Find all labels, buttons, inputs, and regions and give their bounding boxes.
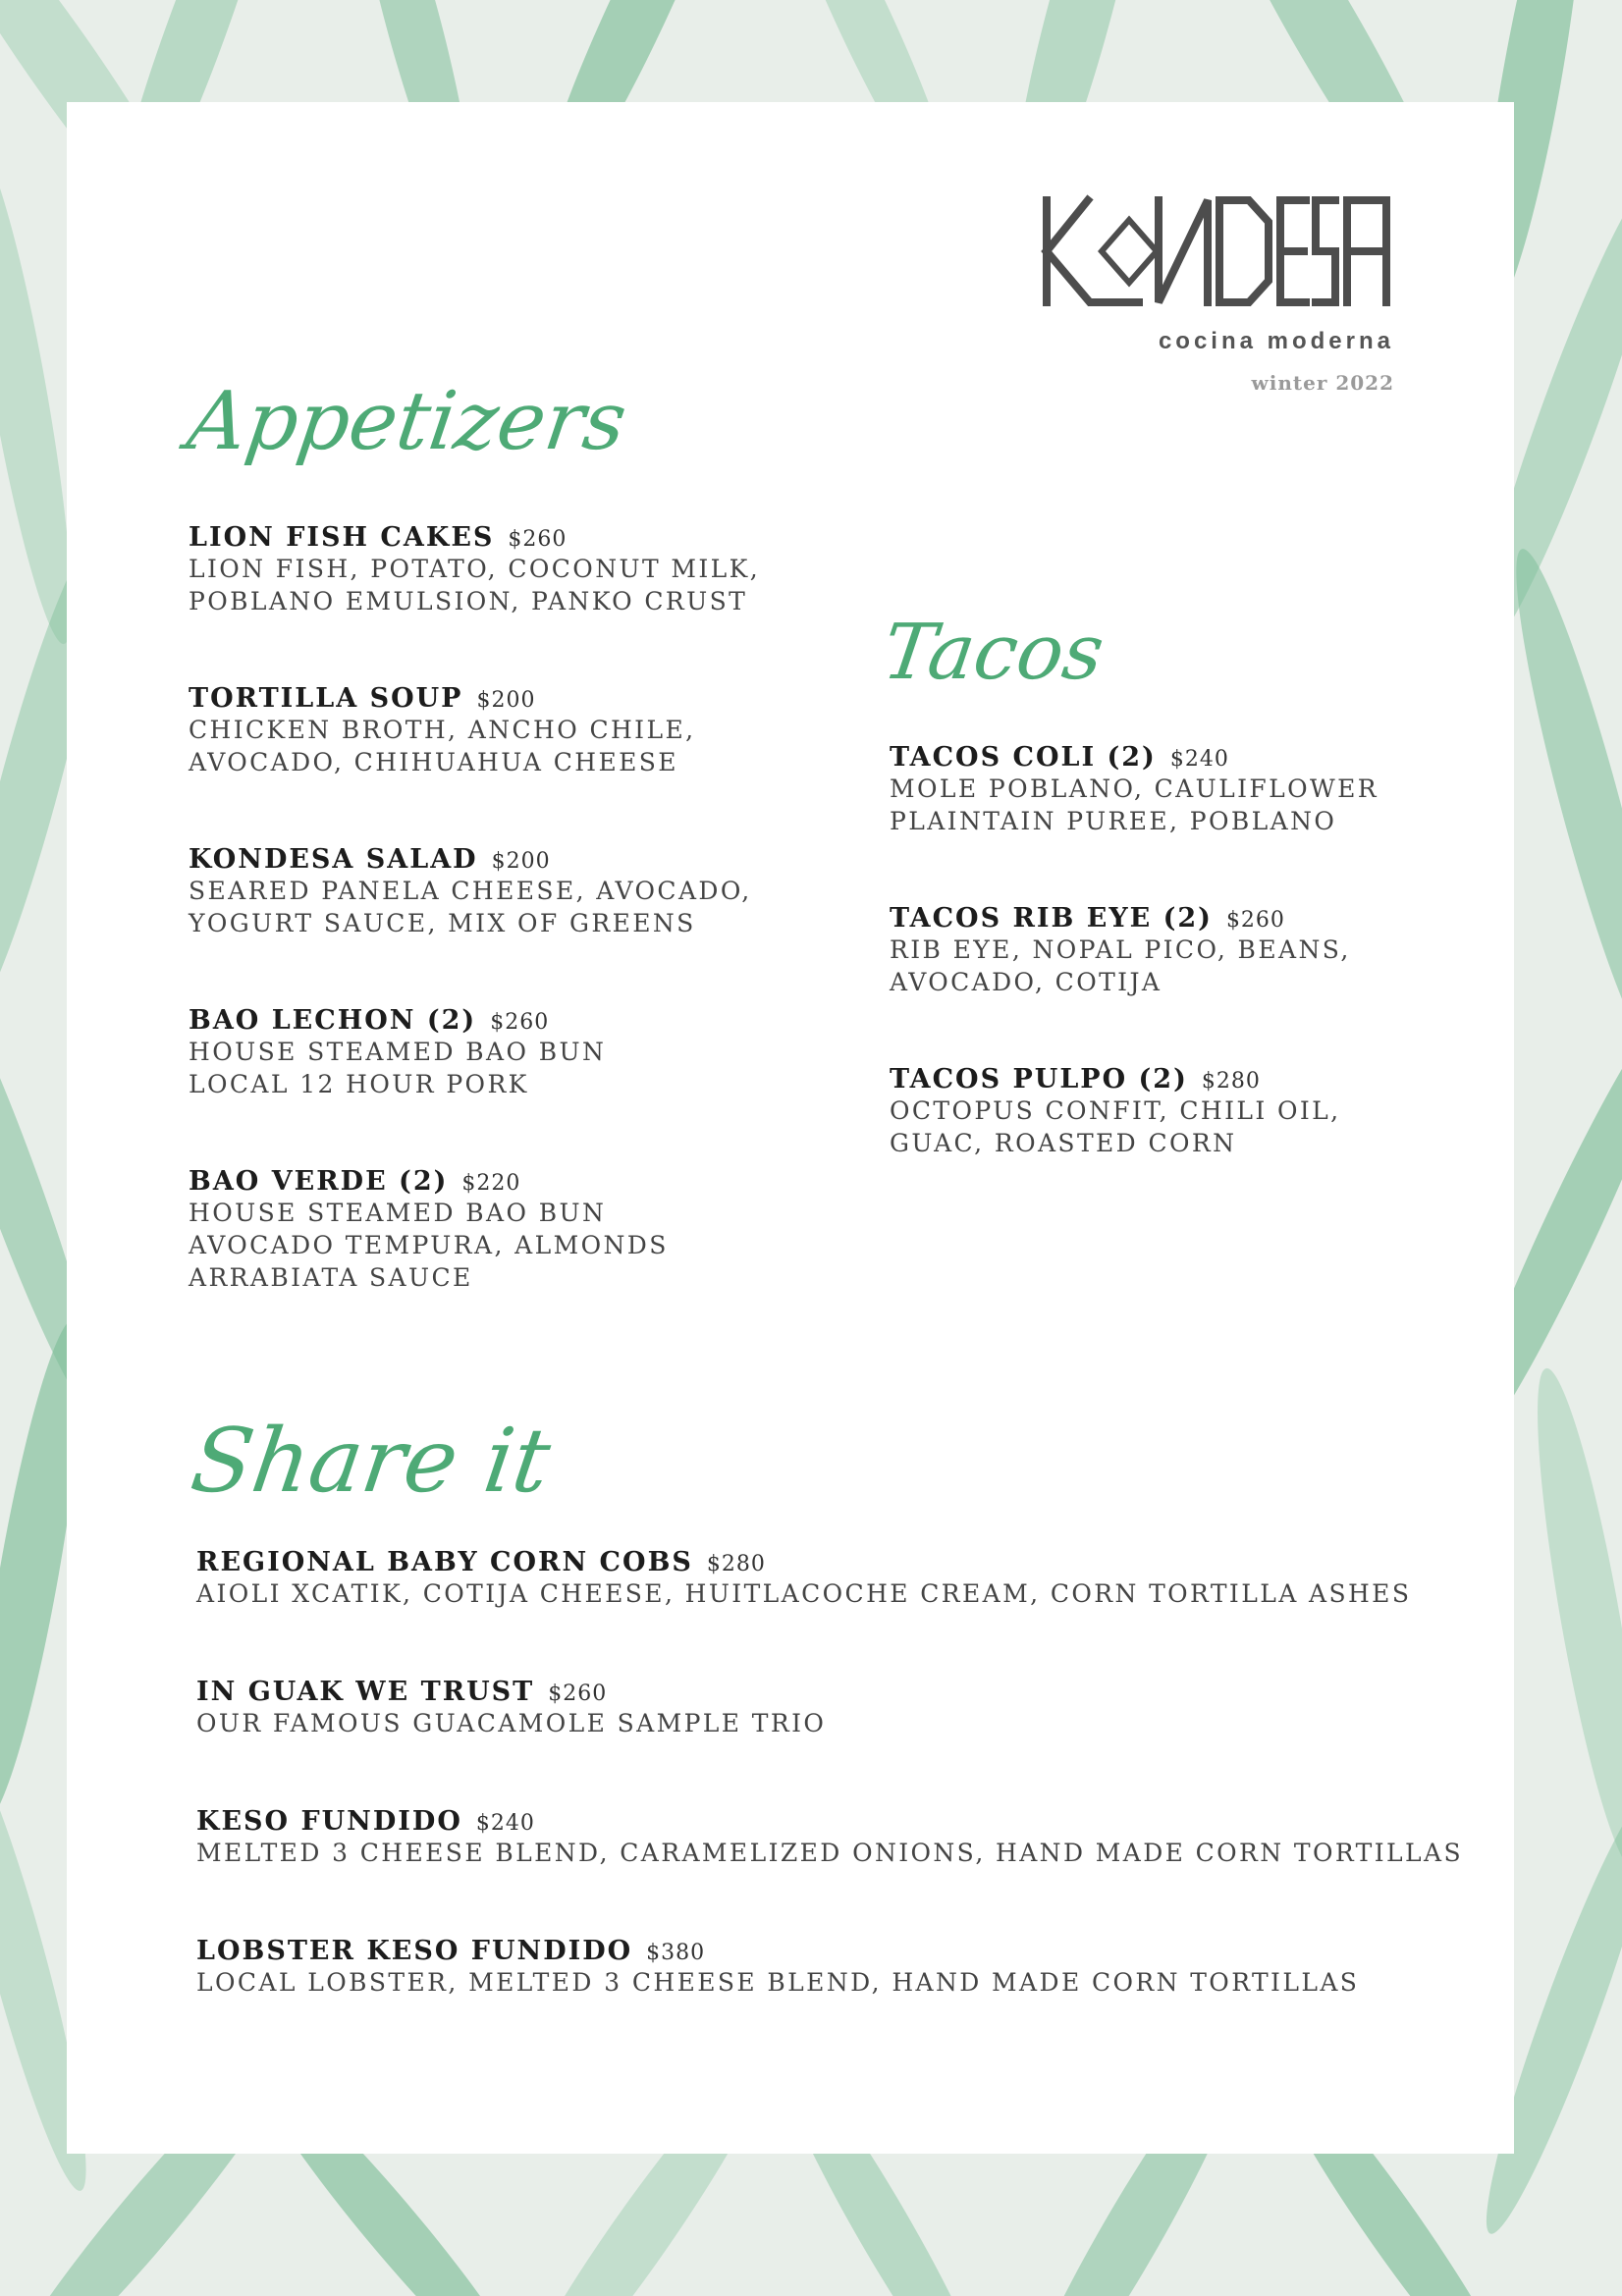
item-price: $200 bbox=[491, 849, 551, 874]
item-price: $260 bbox=[490, 1010, 550, 1035]
item-description: MELTED 3 CHEESE BLEND, CARAMELIZED ONIONS, HAND MADE CORN TORTILLAS bbox=[196, 1839, 1463, 1867]
item-description: LOCAL 12 HOUR PORK bbox=[189, 1070, 529, 1098]
item-name: REGIONAL BABY CORN COBS bbox=[196, 1547, 693, 1577]
item-price: $260 bbox=[508, 527, 568, 552]
item-description: HOUSE STEAMED BAO BUN bbox=[189, 1038, 607, 1066]
item-price: $240 bbox=[475, 1811, 535, 1836]
item-description: AVOCADO, COTIJA bbox=[890, 968, 1162, 996]
item-description: SEARED PANELA CHEESE, AVOCADO, bbox=[189, 877, 752, 905]
item-name: TACOS PULPO (2) bbox=[890, 1064, 1188, 1095]
item-name: LOBSTER KESO FUNDIDO bbox=[196, 1936, 633, 1966]
item-description: POBLANO EMULSION, PANKO CRUST bbox=[189, 587, 748, 615]
appetizers-menu-item bbox=[189, 844, 752, 939]
appetizers-menu-item bbox=[189, 522, 760, 617]
item-description: AVOCADO, CHIHUAHUA CHEESE bbox=[189, 748, 678, 776]
appetizers-menu-item bbox=[189, 1005, 606, 1100]
item-description: YOGURT SAUCE, MIX OF GREENS bbox=[189, 909, 696, 937]
item-description: RIB EYE, NOPAL PICO, BEANS, bbox=[890, 935, 1351, 964]
appetizers-menu-item bbox=[189, 1166, 669, 1294]
item-description: PLAINTAIN PUREE, POBLANO bbox=[890, 807, 1337, 835]
item-description: MOLE POBLANO, CAULIFLOWER bbox=[890, 774, 1379, 803]
tacos-menu-item bbox=[890, 742, 1379, 837]
item-price: $220 bbox=[461, 1171, 521, 1196]
tacos-menu-item bbox=[890, 1064, 1340, 1159]
item-price: $260 bbox=[548, 1682, 608, 1706]
kondesa-logo bbox=[1041, 192, 1394, 320]
item-description: OUR FAMOUS GUACAMOLE SAMPLE TRIO bbox=[196, 1709, 827, 1737]
item-name: LION FISH CAKES bbox=[189, 522, 495, 553]
share-title: Share it bbox=[185, 1410, 557, 1513]
item-description: AIOLI XCATIK, COTIJA CHEESE, HUITLACOCHE CREAM, CORN TORTILLA ASHES bbox=[196, 1579, 1412, 1608]
tacos-menu-item bbox=[890, 903, 1351, 998]
item-description: HOUSE STEAMED BAO BUN bbox=[189, 1199, 607, 1227]
appetizers-title: Appetizers bbox=[182, 375, 632, 468]
item-description: OCTOPUS CONFIT, CHILI OIL, bbox=[890, 1096, 1341, 1125]
item-name: TORTILLA SOUP bbox=[189, 683, 463, 714]
item-price: $200 bbox=[476, 688, 536, 713]
item-price: $240 bbox=[1169, 747, 1229, 772]
share-menu-item bbox=[196, 1806, 1463, 1869]
item-description: CHICKEN BROTH, ANCHO CHILE, bbox=[189, 716, 696, 744]
logo-tagline: cocina moderna bbox=[1158, 328, 1394, 354]
appetizers-menu-item bbox=[189, 683, 695, 778]
item-name: KONDESA SALAD bbox=[189, 844, 478, 875]
item-description: ARRABIATA SAUCE bbox=[189, 1263, 473, 1292]
share-menu-item bbox=[196, 1677, 826, 1739]
item-price: $380 bbox=[646, 1941, 706, 1965]
item-price: $280 bbox=[1201, 1069, 1261, 1094]
share-menu-item bbox=[196, 1936, 1359, 1999]
item-name: TACOS COLI (2) bbox=[890, 742, 1157, 773]
season-label: winter 2022 bbox=[1251, 371, 1394, 395]
item-name: KESO FUNDIDO bbox=[196, 1806, 462, 1837]
item-name: IN GUAK WE TRUST bbox=[196, 1677, 535, 1707]
item-name: BAO LECHON (2) bbox=[189, 1005, 477, 1036]
share-menu-item bbox=[196, 1547, 1411, 1610]
item-price: $260 bbox=[1225, 908, 1285, 933]
item-name: BAO VERDE (2) bbox=[189, 1166, 449, 1197]
tacos-title: Tacos bbox=[877, 609, 1109, 697]
item-description: LION FISH, POTATO, COCONUT MILK, bbox=[189, 555, 761, 583]
item-price: $280 bbox=[706, 1552, 766, 1576]
item-description: LOCAL LOBSTER, MELTED 3 CHEESE BLEND, HAND MADE CORN TORTILLAS bbox=[196, 1968, 1360, 1997]
item-name: TACOS RIB EYE (2) bbox=[890, 903, 1213, 934]
item-description: AVOCADO TEMPURA, ALMONDS bbox=[189, 1231, 669, 1259]
item-description: GUAC, ROASTED CORN bbox=[890, 1129, 1237, 1157]
